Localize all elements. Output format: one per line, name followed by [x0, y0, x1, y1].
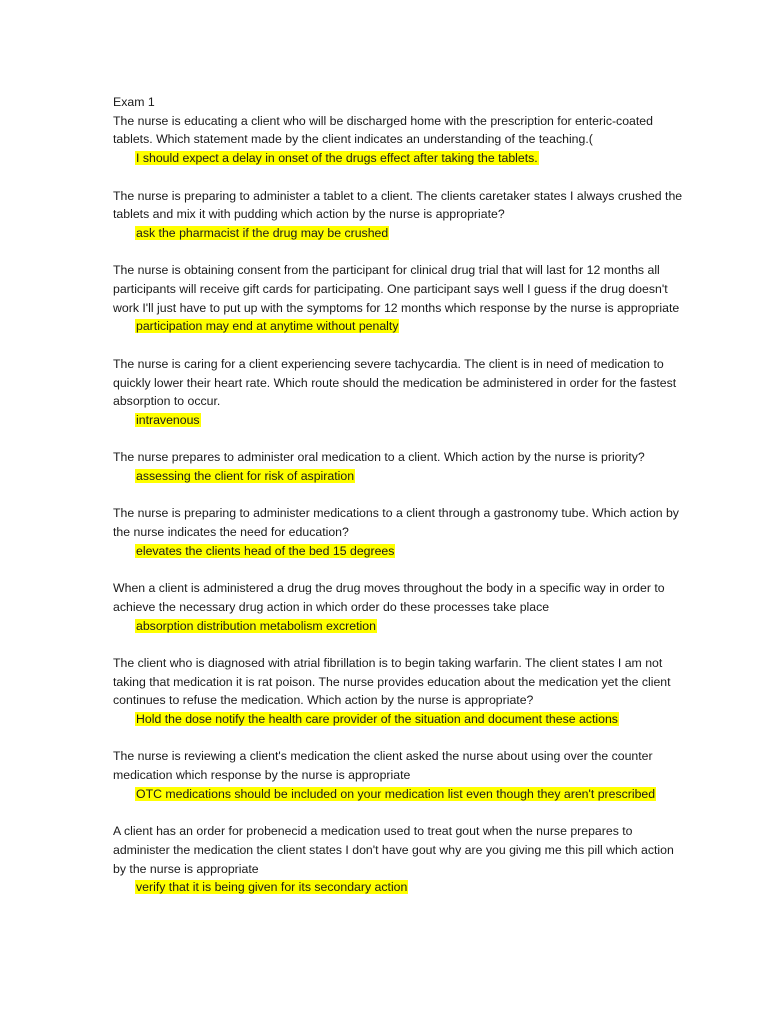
answer-line [113, 617, 683, 636]
highlighted-answer: absorption distribution metabolism excretion [136, 618, 376, 633]
question-block [113, 261, 683, 336]
highlighted-answer: elevates the clients head of the bed 15 degrees [136, 543, 395, 558]
highlighted-answer: verify that it is being given for its secondary action [136, 880, 408, 895]
question-text: A client has an order for probenecid a medication used to treat gout when the nurse prepares to administer the medication the client states I don't have gout why are you giving me this pill which action by the nurse is appropriate [113, 824, 674, 876]
question-list [113, 112, 683, 897]
question-block [113, 654, 683, 729]
answer-line [113, 317, 683, 336]
question-text: The nurse prepares to administer oral medication to a client. Which action by the nurse is priority? [113, 450, 645, 465]
question-block [113, 187, 683, 243]
answer-line [113, 411, 683, 430]
answer-line [113, 224, 683, 243]
question-text: The nurse is obtaining consent from the participant for clinical drug trial that will last for 12 months all participants will receive gift cards for participating. One participant says well I guess if the drug doesn't work I'll just have to put up with the symptoms for 12 months which response by the nurse is appropriate [113, 263, 680, 315]
highlighted-answer: assessing the client for risk of aspiration [136, 469, 355, 483]
question-block [113, 579, 683, 635]
question-text: When a client is administered a drug the drug moves throughout the body in a specific way in order to achieve the necessary drug action in which order do these processes take place [113, 581, 665, 614]
question-block [113, 355, 683, 430]
answer-line [113, 878, 683, 897]
answer-line [113, 710, 683, 729]
highlighted-answer: intravenous [136, 412, 200, 427]
question-block [113, 747, 683, 803]
highlighted-answer: participation may end at anytime without penalty [136, 319, 399, 334]
question-text: The nurse is preparing to administer medications to a client through a gastronomy tube. Which action by the nurse indicates the need for education? [113, 506, 679, 540]
answer-line [113, 467, 683, 486]
highlighted-answer: I should expect a delay in onset of the drugs effect after taking the tablets. [136, 151, 538, 166]
question-block [113, 112, 683, 168]
question-text: The nurse is reviewing a client's medication the client asked the nurse about using over the counter medication which response by the nurse is appropriate [113, 749, 653, 783]
highlighted-answer: Hold the dose notify the health care provider of the situation and document these actions [136, 712, 618, 727]
answer-line [113, 149, 683, 168]
answer-line [113, 785, 683, 804]
question-block [113, 504, 683, 560]
question-text: The client who is diagnosed with atrial fibrillation is to begin taking warfarin. The client states I am not taking that medication it is rat poison. The nurse provides education about the medication yet the client continues to refuse the medication. Which action by the nurse is appropriate? [113, 655, 671, 708]
question-text: The nurse is educating a client who will be discharged home with the prescription for enteric-coated tablets. Which statement made by the client indicates an understanding of the teaching.( [113, 113, 653, 147]
question-block [113, 822, 683, 897]
question-block [113, 448, 683, 485]
question-text: The nurse is caring for a client experiencing severe tachycardia. The client is in need of medication to quickly lower their heart rate. Which route should the medication be administered in order for the fastest absorption to occur. [113, 356, 677, 409]
document-title: Exam 1 [113, 95, 155, 109]
highlighted-answer: OTC medications should be included on your medication list even though they aren't prescribed [136, 786, 656, 801]
question-text: The nurse is preparing to administer a tablet to a client. The clients caretaker states I always crushed the tablets and mix it with pudding which action by the nurse is appropriate? [113, 188, 683, 222]
highlighted-answer: ask the pharmacist if the drug may be crushed [136, 225, 389, 240]
document-page [113, 93, 683, 897]
answer-line [113, 542, 683, 561]
